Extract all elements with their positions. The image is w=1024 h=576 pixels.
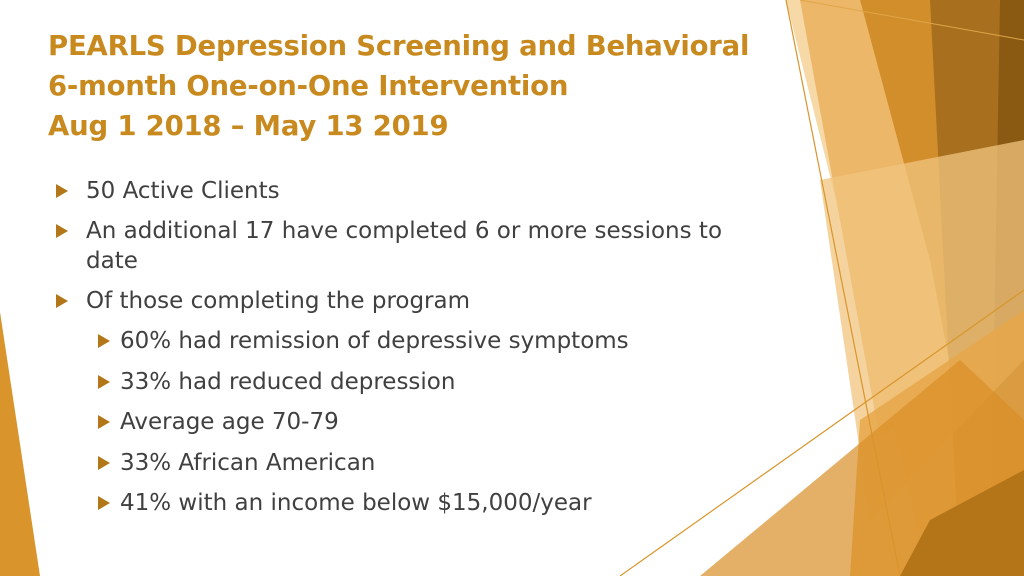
bullet-item [56, 286, 756, 316]
sub-bullet-item [98, 448, 756, 478]
sub-bullet-item [98, 407, 756, 437]
sub-bullet-text: 33% had reduced depression [120, 368, 456, 395]
slide-title [48, 26, 788, 146]
title-line-3: Aug 1 2018 – May 13 2019 [48, 110, 449, 142]
title-line-2: 6-month One-on-One Intervention [48, 70, 569, 102]
bullet-arrow-icon [56, 184, 68, 198]
bullet-text: Of those completing the program [86, 288, 471, 314]
sub-bullet-arrow-icon [98, 415, 110, 429]
sub-bullet-arrow-icon [98, 456, 110, 470]
sub-bullet-item [98, 488, 756, 518]
bullet-list [56, 176, 756, 529]
sub-bullet-text: 33% African American [120, 449, 376, 476]
sub-bullet-text: Average age 70-79 [120, 409, 339, 435]
sub-bullet-text: 41% with an income below $15,000/year [120, 490, 592, 516]
sub-bullet-arrow-icon [98, 375, 110, 389]
left-edge-facet [0, 312, 40, 576]
title-line-1: PEARLS Depression Screening and Behavioral [48, 30, 750, 62]
sub-bullet-text: 60% had remission of depressive symptoms [120, 328, 629, 354]
sub-bullet-item [98, 367, 756, 397]
bullet-arrow-icon [56, 294, 68, 308]
bullet-text: An additional 17 have completed 6 or more sessions to date [86, 218, 723, 274]
bullet-arrow-icon [56, 224, 68, 238]
sub-bullet-arrow-icon [98, 334, 110, 348]
bullet-item [56, 176, 756, 206]
bullet-text: 50 Active Clients [86, 178, 280, 204]
bullet-item [56, 216, 756, 276]
sub-bullet-arrow-icon [98, 496, 110, 510]
sub-bullet-item [98, 326, 756, 356]
